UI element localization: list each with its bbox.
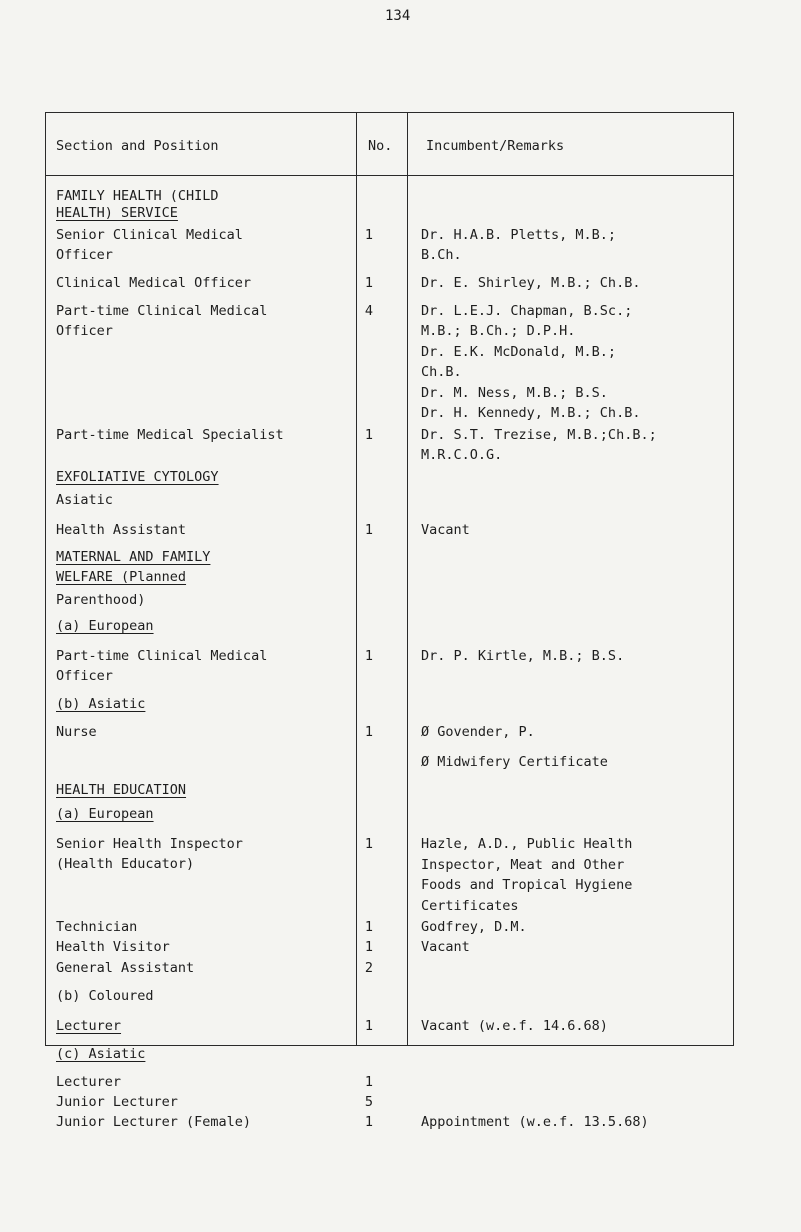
cell-section: Asiatic bbox=[56, 492, 113, 508]
cell-section: (a) European bbox=[56, 618, 154, 634]
header-divider bbox=[45, 175, 734, 176]
cell-section: WELFARE (Planned bbox=[56, 569, 187, 585]
cell-no: 1 bbox=[364, 648, 374, 664]
cell-incumbent: Dr. H.A.B. Pletts, M.B.; bbox=[421, 227, 617, 243]
cell-incumbent: Ch.B. bbox=[421, 364, 462, 380]
cell-incumbent: Appointment (w.e.f. 13.5.68) bbox=[421, 1114, 649, 1130]
cell-section: Part-time Clinical Medical bbox=[56, 648, 268, 664]
cell-incumbent: Ø Midwifery Certificate bbox=[421, 754, 608, 770]
cell-incumbent: Vacant bbox=[421, 939, 470, 955]
cell-no: 1 bbox=[364, 724, 374, 740]
cell-no: 1 bbox=[364, 939, 374, 955]
cell-incumbent: M.R.C.O.G. bbox=[421, 447, 503, 463]
cell-no: 1 bbox=[364, 919, 374, 935]
cell-incumbent: Godfrey, D.M. bbox=[421, 919, 527, 935]
cell-incumbent: Ø Govender, P. bbox=[421, 724, 535, 740]
cell-section: Lecturer bbox=[56, 1074, 122, 1090]
cell-incumbent: Vacant bbox=[421, 522, 470, 538]
cell-no: 5 bbox=[364, 1094, 374, 1110]
cell-section: MATERNAL AND FAMILY bbox=[56, 549, 211, 565]
cell-incumbent: Dr. E. Shirley, M.B.; Ch.B. bbox=[421, 275, 641, 291]
header-incumbent: Incumbent/Remarks bbox=[426, 138, 565, 154]
cell-incumbent: Dr. S.T. Trezise, M.B.;Ch.B.; bbox=[421, 427, 657, 443]
cell-incumbent: Dr. L.E.J. Chapman, B.Sc.; bbox=[421, 303, 633, 319]
cell-incumbent: Foods and Tropical Hygiene bbox=[421, 877, 633, 893]
column-divider-1 bbox=[356, 112, 357, 1046]
cell-incumbent: M.B.; B.Ch.; D.P.H. bbox=[421, 323, 576, 339]
cell-section: Junior Lecturer (Female) bbox=[56, 1114, 252, 1130]
cell-section: Health Visitor bbox=[56, 939, 170, 955]
cell-incumbent: Inspector, Meat and Other bbox=[421, 857, 625, 873]
cell-no: 1 bbox=[364, 1114, 374, 1130]
cell-section: Senior Clinical Medical bbox=[56, 227, 243, 243]
cell-section: Senior Health Inspector bbox=[56, 836, 243, 852]
cell-section: (c) Asiatic bbox=[56, 1046, 146, 1062]
cell-section: (b) Asiatic bbox=[56, 696, 146, 712]
cell-section: Parenthood) bbox=[56, 592, 146, 608]
cell-section: (Health Educator) bbox=[56, 856, 195, 872]
cell-section: EXFOLIATIVE CYTOLOGY bbox=[56, 469, 219, 485]
cell-section: Part-time Clinical Medical bbox=[56, 303, 268, 319]
cell-section: Nurse bbox=[56, 724, 97, 740]
cell-no: 1 bbox=[364, 427, 374, 443]
cell-incumbent: Dr. M. Ness, M.B.; B.S. bbox=[421, 385, 608, 401]
cell-no: 1 bbox=[364, 522, 374, 538]
cell-incumbent: B.Ch. bbox=[421, 247, 462, 263]
cell-incumbent: Hazle, A.D., Public Health bbox=[421, 836, 633, 852]
cell-section: Officer bbox=[56, 247, 113, 263]
cell-section: General Assistant bbox=[56, 960, 195, 976]
cell-incumbent: Certificates bbox=[421, 898, 519, 914]
column-divider-2 bbox=[407, 112, 408, 1046]
cell-no: 2 bbox=[364, 960, 374, 976]
cell-section: HEALTH EDUCATION bbox=[56, 782, 187, 798]
cell-section: Officer bbox=[56, 323, 113, 339]
cell-section: (b) Coloured bbox=[56, 988, 154, 1004]
cell-section: FAMILY HEALTH (CHILD bbox=[56, 188, 219, 204]
cell-no: 1 bbox=[364, 1074, 374, 1090]
cell-incumbent: Dr. E.K. McDonald, M.B.; bbox=[421, 344, 617, 360]
cell-incumbent: Dr. H. Kennedy, M.B.; Ch.B. bbox=[421, 405, 641, 421]
cell-section: Officer bbox=[56, 668, 113, 684]
cell-section: Health Assistant bbox=[56, 522, 187, 538]
cell-section: (a) European bbox=[56, 806, 154, 822]
header-no: No. bbox=[368, 138, 393, 154]
cell-incumbent: Vacant (w.e.f. 14.6.68) bbox=[421, 1018, 608, 1034]
cell-section: Technician bbox=[56, 919, 138, 935]
cell-section: Junior Lecturer bbox=[56, 1094, 178, 1110]
cell-no: 1 bbox=[364, 836, 374, 852]
cell-no: 1 bbox=[364, 275, 374, 291]
cell-no: 4 bbox=[364, 303, 374, 319]
cell-section: Lecturer bbox=[56, 1018, 122, 1034]
cell-section: Part-time Medical Specialist bbox=[56, 427, 284, 443]
header-section: Section and Position bbox=[56, 138, 219, 154]
cell-no: 1 bbox=[364, 227, 374, 243]
page-number: 134 bbox=[385, 8, 411, 24]
cell-section: HEALTH) SERVICE bbox=[56, 205, 178, 221]
cell-section: Clinical Medical Officer bbox=[56, 275, 252, 291]
cell-incumbent: Dr. P. Kirtle, M.B.; B.S. bbox=[421, 648, 625, 664]
cell-no: 1 bbox=[364, 1018, 374, 1034]
